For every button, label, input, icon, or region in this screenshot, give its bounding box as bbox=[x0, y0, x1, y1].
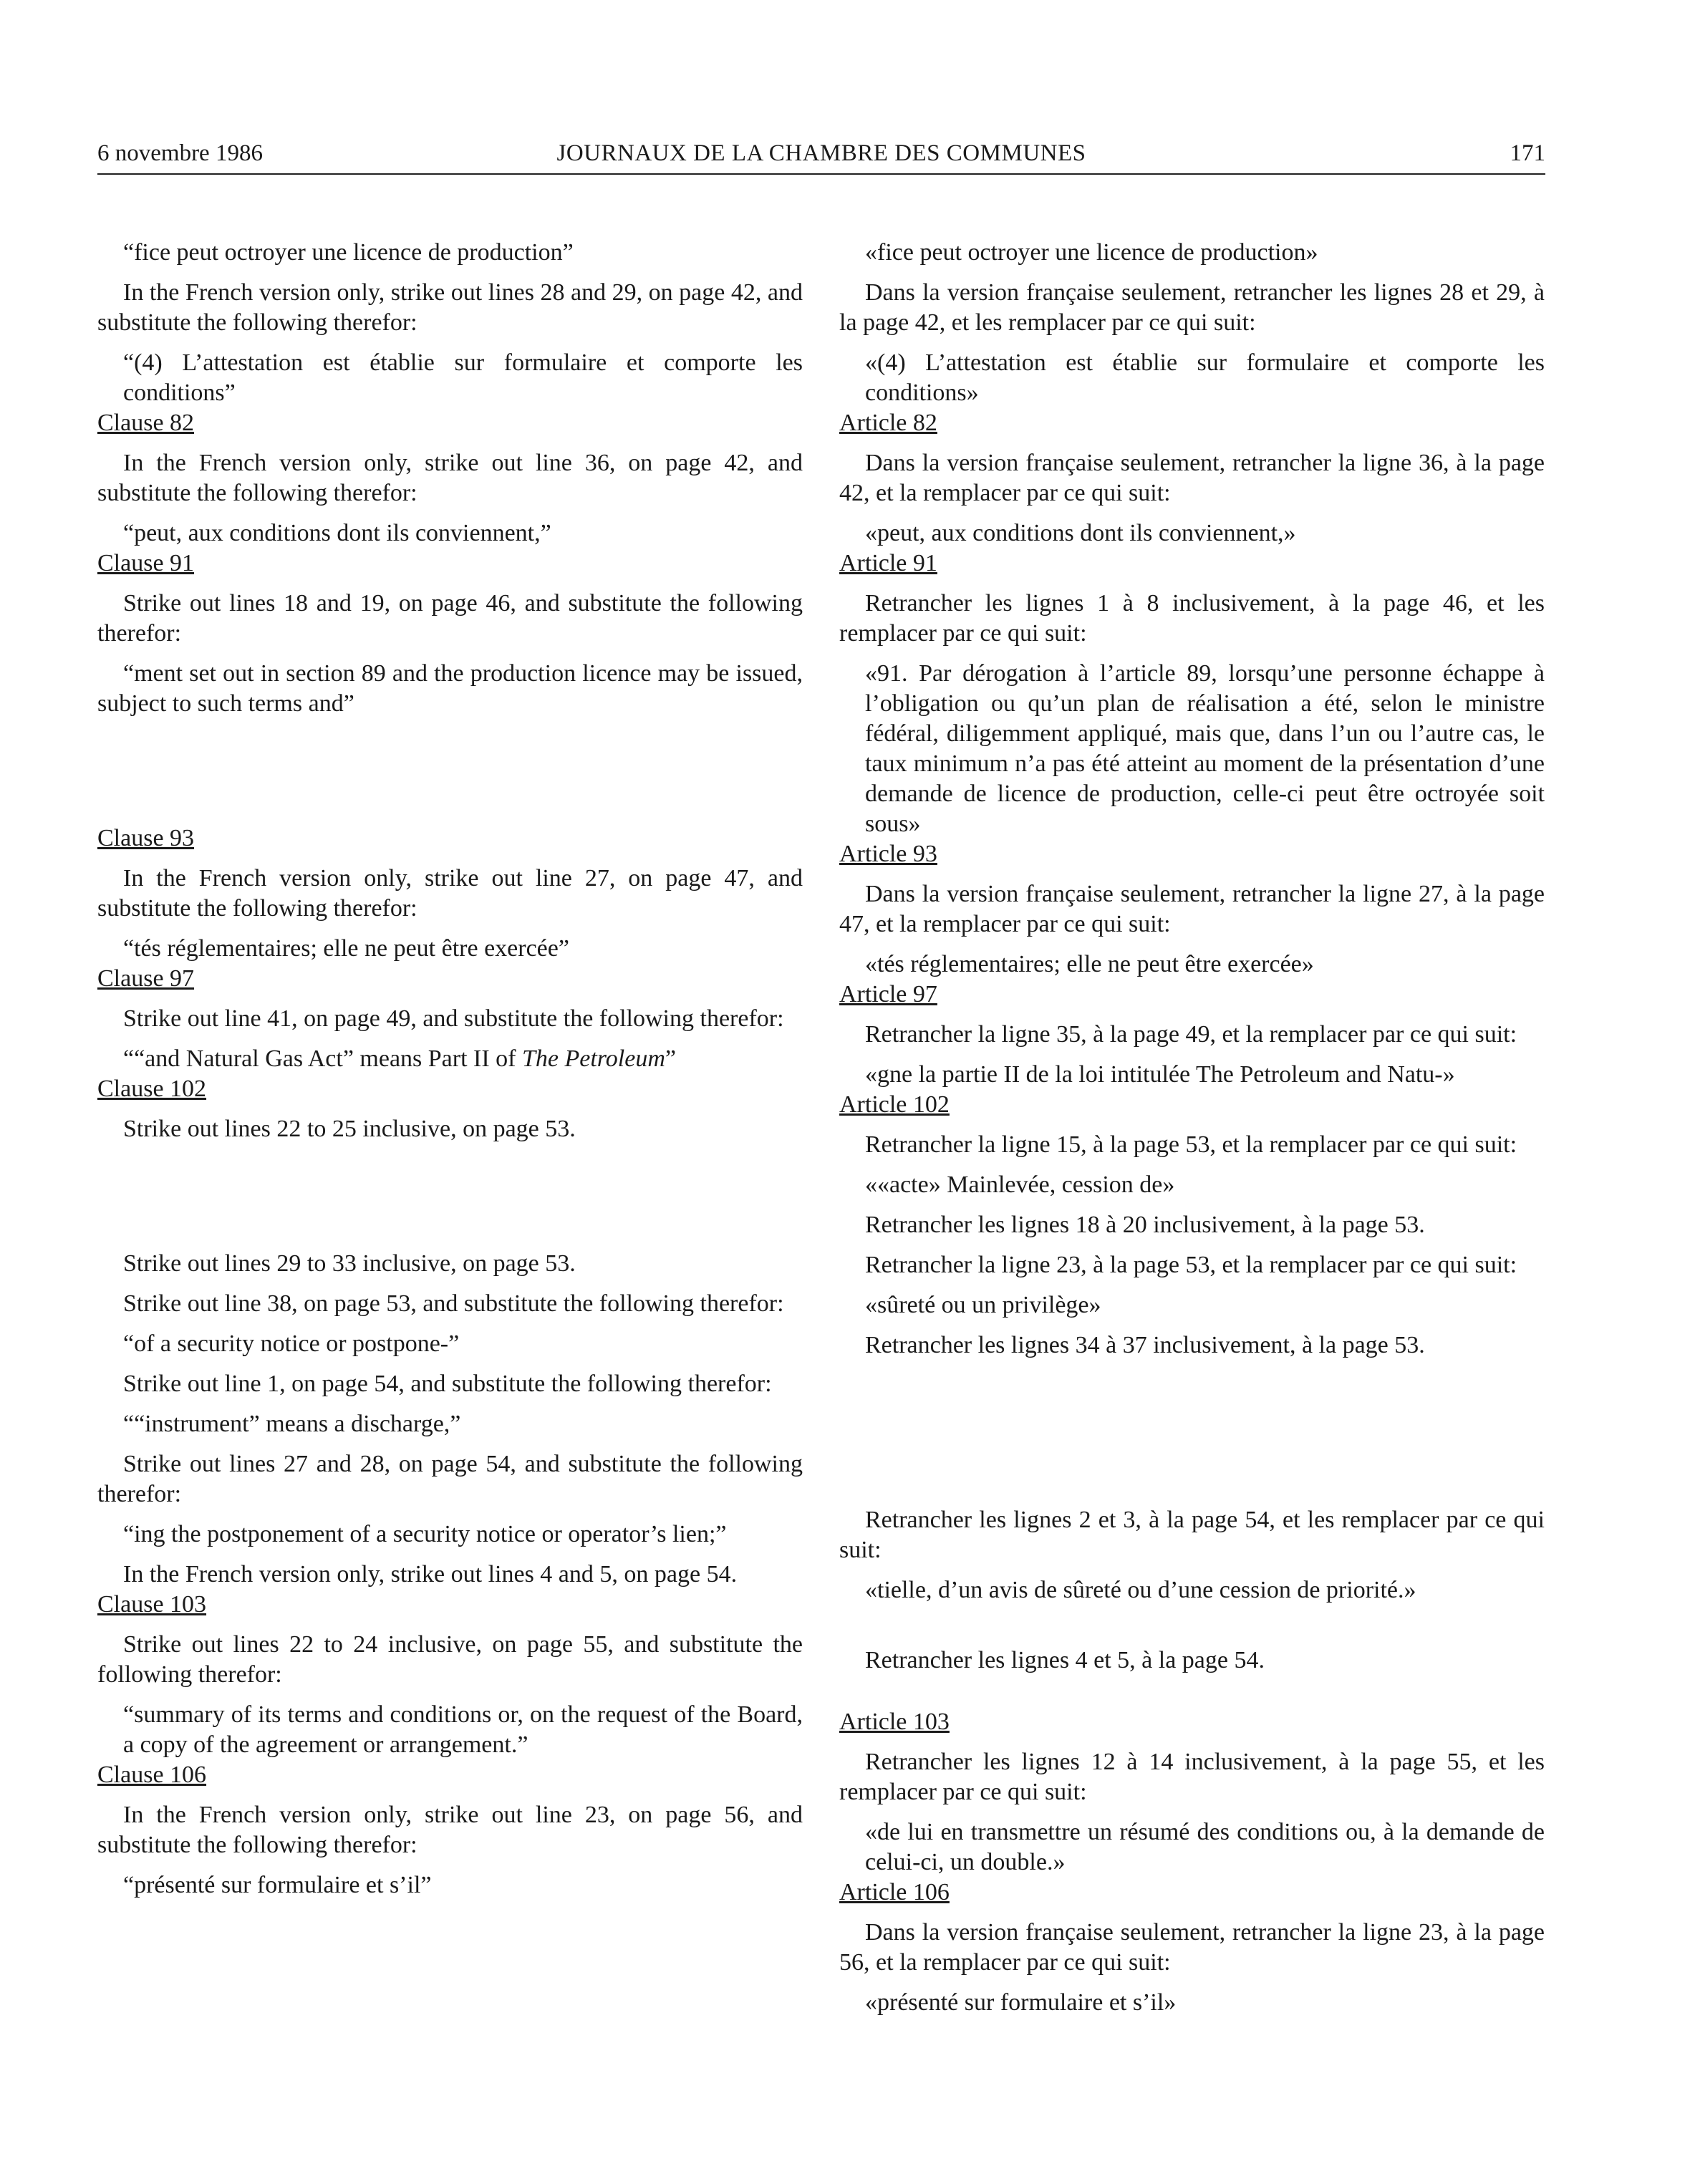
instruction-text: Dans la version française seulement, retrancher les lignes 28 et 29, à la page 42, et les remplacer par ce qui suit: bbox=[839, 279, 1545, 336]
quote-text: «de lui en transmettre un résumé des conditions ou, à la demande de celui-ci, un double.» bbox=[865, 1819, 1545, 1875]
quote-text: «présenté sur formulaire et s’il» bbox=[865, 1989, 1177, 2016]
quote-text: «tés réglementaires; elle ne peut être exercée» bbox=[865, 951, 1314, 977]
header-title: JOURNAUX DE LA CHAMBRE DES COMMUNES bbox=[556, 140, 1086, 166]
instruction-text: Strike out line 38, on page 53, and substitute the following therefor: bbox=[123, 1290, 784, 1317]
instruction-text: Retrancher les lignes 18 à 20 inclusivement, à la page 53. bbox=[865, 1212, 1425, 1238]
quote-text: “présenté sur formulaire et s’il” bbox=[123, 1872, 432, 1898]
quote-text: “ment set out in section 89 and the production licence may be issued, subject to such terms and” bbox=[97, 660, 803, 717]
instruction-text: Strike out line 41, on page 49, and substitute the following therefor: bbox=[123, 1005, 784, 1032]
instruction-text: Strike out lines 29 to 33 inclusive, on page 53. bbox=[123, 1250, 576, 1277]
article-heading: Article 106 bbox=[839, 1879, 950, 1905]
clause-heading: Clause 82 bbox=[97, 410, 195, 436]
quote-text: “(4) L’attestation est établie sur formulaire et comporte les conditions” bbox=[123, 349, 803, 406]
quote-text: “peut, aux conditions dont ils conviennent,” bbox=[123, 520, 551, 546]
instruction-text: Retrancher les lignes 12 à 14 inclusivement, à la page 55, et les remplacer par ce qui suit: bbox=[839, 1749, 1545, 1805]
instruction-text: Dans la version française seulement, retrancher la ligne 36, à la page 42, et la remplacer par ce qui suit: bbox=[839, 450, 1545, 506]
quote-text: “summary of its terms and conditions or, on the request of the Board, a copy of the agreement or arrangement.” bbox=[123, 1701, 803, 1758]
clause-heading: Clause 103 bbox=[97, 1591, 207, 1618]
article-heading: Article 93 bbox=[839, 841, 937, 867]
instruction-text: In the French version only, strike out line 23, on page 56, and substitute the following therefor: bbox=[97, 1802, 803, 1858]
quote-text: ««acte» Mainlevée, cession de» bbox=[865, 1171, 1175, 1198]
quote-text: ““instrument” means a discharge,” bbox=[123, 1411, 461, 1437]
instruction-text: Strike out lines 22 to 24 inclusive, on page 55, and substitute the following therefor: bbox=[97, 1631, 803, 1688]
article-heading: Article 97 bbox=[839, 981, 937, 1008]
clause-heading: Clause 97 bbox=[97, 965, 195, 992]
quote-text: “of a security notice or postpone-” bbox=[123, 1330, 460, 1357]
instruction-text: In the French version only, strike out lines 28 and 29, on page 42, and substitute the following therefor: bbox=[97, 279, 803, 336]
article-heading: Article 82 bbox=[839, 410, 937, 436]
quote-text: «91. Par dérogation à l’article 89, lorsqu’une personne échappe à l’obligation ou qu’un plan de réalisation a été, selon le ministre fédéral, diligemment appliqué, mais que, dans l’un ou l’autre cas, le taux minimum n’a pas été atteint au moment de la présentation d’une demande de licence de production, celle-ci peut être octroyée soit sous» bbox=[865, 660, 1545, 837]
instruction-text: Dans la version française seulement, retrancher la ligne 23, à la page 56, et la remplacer par ce qui suit: bbox=[839, 1919, 1545, 1976]
instruction-text: Retrancher la ligne 35, à la page 49, et la remplacer par ce qui suit: bbox=[865, 1021, 1517, 1048]
quote-text: «(4) L’attestation est établie sur formulaire et comporte les conditions» bbox=[865, 349, 1545, 406]
page-header bbox=[97, 136, 1545, 175]
french-column bbox=[839, 231, 1545, 2064]
instruction-text: Retrancher les lignes 34 à 37 inclusivement, à la page 53. bbox=[865, 1332, 1425, 1358]
instruction-text: Dans la version française seulement, retrancher la ligne 27, à la page 47, et la remplacer par ce qui suit: bbox=[839, 881, 1545, 937]
quote-text: «peut, aux conditions dont ils conviennent,» bbox=[865, 520, 1296, 546]
instruction-text: Retrancher les lignes 4 et 5, à la page 54. bbox=[865, 1647, 1265, 1673]
instruction-text: Strike out line 1, on page 54, and substitute the following therefor: bbox=[123, 1371, 772, 1397]
clause-heading: Clause 93 bbox=[97, 825, 195, 851]
quote-text: “tés réglementaires; elle ne peut être exercée” bbox=[123, 935, 569, 962]
quote-text: «tielle, d’un avis de sûreté ou d’une cession de priorité.» bbox=[865, 1577, 1416, 1603]
instruction-text: Strike out lines 27 and 28, on page 54, and substitute the following therefor: bbox=[97, 1451, 803, 1507]
instruction-text: In the French version only, strike out line 36, on page 42, and substitute the following therefor: bbox=[97, 450, 803, 506]
header-date: 6 novembre 1986 bbox=[97, 140, 263, 166]
quote-text: «fice peut octroyer une licence de production» bbox=[865, 239, 1318, 266]
quote-text: «sûreté ou un privilège» bbox=[865, 1292, 1101, 1318]
article-heading: Article 102 bbox=[839, 1091, 950, 1118]
article-heading: Article 103 bbox=[839, 1709, 950, 1735]
quote-text: ““and Natural Gas Act” means Part II of The Petroleum” bbox=[123, 1045, 676, 1072]
instruction-text: Retrancher les lignes 1 à 8 inclusivement, à la page 46, et les remplacer par ce qui suit: bbox=[839, 590, 1545, 647]
page-number: 171 bbox=[1510, 140, 1545, 166]
english-column bbox=[97, 231, 803, 2064]
clause-heading: Clause 102 bbox=[97, 1076, 207, 1102]
quote-text: “ing the postponement of a security notice or operator’s lien;” bbox=[123, 1521, 727, 1547]
quote-text: “fice peut octroyer une licence de production” bbox=[123, 239, 574, 266]
instruction-text: Strike out lines 22 to 25 inclusive, on page 53. bbox=[123, 1116, 576, 1142]
instruction-text: Retrancher les lignes 2 et 3, à la page 54, et les remplacer par ce qui suit: bbox=[839, 1507, 1545, 1563]
instruction-text: Strike out lines 18 and 19, on page 46, and substitute the following therefor: bbox=[97, 590, 803, 647]
clause-heading: Clause 106 bbox=[97, 1762, 207, 1788]
instruction-text: Retrancher la ligne 15, à la page 53, et la remplacer par ce qui suit: bbox=[865, 1131, 1517, 1158]
clause-heading: Clause 91 bbox=[97, 550, 195, 576]
instruction-text: In the French version only, strike out line 27, on page 47, and substitute the following therefor: bbox=[97, 865, 803, 922]
instruction-text: Retrancher la ligne 23, à la page 53, et la remplacer par ce qui suit: bbox=[865, 1252, 1517, 1278]
instruction-text: In the French version only, strike out lines 4 and 5, on page 54. bbox=[123, 1561, 738, 1588]
quote-text: «gne la partie II de la loi intitulée The Petroleum and Natu-» bbox=[865, 1061, 1455, 1088]
article-heading: Article 91 bbox=[839, 550, 937, 576]
